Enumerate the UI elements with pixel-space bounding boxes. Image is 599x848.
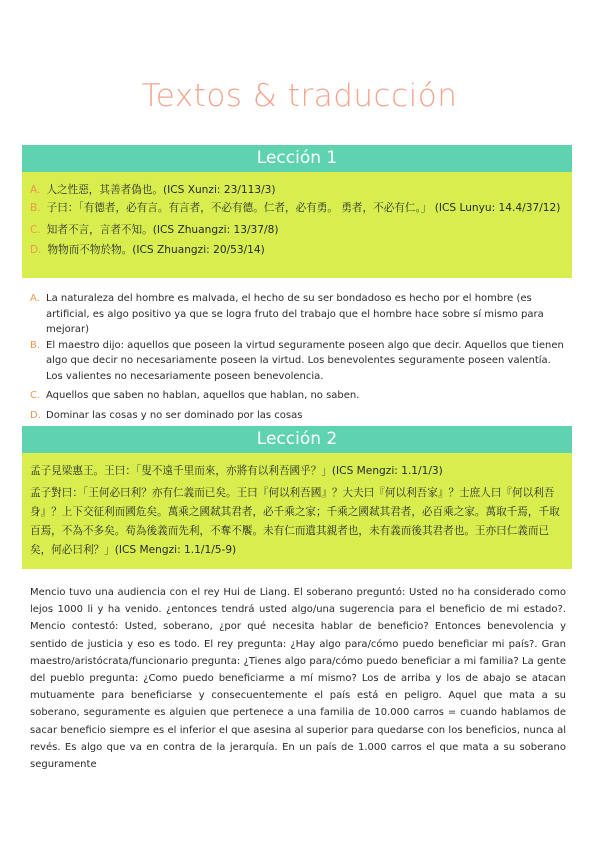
item-letter: A.	[30, 293, 40, 304]
item-letter: A.	[30, 184, 41, 196]
source-text: 知者不言，言者不知。(ICS Zhuangzi: 13/37/8)	[46, 224, 279, 236]
translation-a	[30, 291, 564, 338]
source-c	[30, 220, 564, 240]
translation-d	[30, 408, 564, 424]
translation-text: Dominar las cosas y no ser dominado por las cosas	[46, 409, 303, 421]
translation-text: El maestro dijo: aquellos que poseen la virtud seguramente poseen algo que decir. Aquellos que tienen algo que decir no necesariamente poseen la virtud. Los benevolentes seguramente poseen valentía. Los valientes no necesariamente poseen benevolencia.	[46, 339, 564, 382]
source-text: 物物而不物於物。(ICS Zhuangzi: 20/53/14)	[47, 244, 265, 256]
item-letter: B.	[30, 339, 41, 351]
page-title: Textos & traducción	[141, 78, 458, 114]
source-text: 人之性惡，其善者偽也。(ICS Xunzi: 23/113/3)	[46, 184, 276, 196]
item-letter: C.	[30, 224, 41, 236]
source-b	[30, 200, 564, 217]
source-a	[30, 180, 564, 200]
item-letter: C.	[30, 390, 41, 401]
translation-text: Aquellos que saben no hablan, aquellos que hablan, no saben.	[46, 390, 360, 401]
lesson-1-translations	[22, 291, 572, 423]
translation-b	[30, 338, 564, 385]
item-letter: D.	[30, 244, 42, 256]
lesson-2-translation: Mencio tuvo una audiencia con el rey Hui de Liang. El soberano preguntó: Usted no ha considerado como lejos 1000 li y ha venido. ¿entonces tendrá usted algo/una sugerencia para el beneficio de mi estado?. Mencio contestó: Usted, soberano, ¿por qué necesita hablar de beneficio? Entonces benevolencia y sentido de justicia y eso es todo. El rey pregunta: ¿Hay algo para/cómo puedo beneficiar mi país?. Gran maestro/aristócrata/funcionario pregunta: ¿Tienes algo para/cómo puedo beneficiar a mi familia? La gente del pueblo pregunta: ¿Como puedo beneficiarme a mí mismo? Los de arriba y los de abajo se atacan mutuamente para beneficiarse y consecuentemente el país está en peligro. Aquel que mata a su soberano, seguramente es alguien que pertenece a una familia de 10.000 carros = cuando hablamos de sacar beneficio siempre es el inferior el que asesina al superior para quedarse con los beneficios, nunca al revés. Es algo que va en contra de la jerarquía. En un país de 1.000 carros el que mata a su soberano seguramente	[30, 587, 566, 771]
item-letter: B.	[30, 202, 41, 214]
source-text: 子曰：「有德者，必有言。有言者，不必有德。仁者，必有勇。 勇者，不必有仁。」 (ICS Lunyu: 14.4/37/12)	[46, 202, 561, 214]
translation-text: La naturaleza del hombre es malvada, el hecho de su ser bondadoso es hecho por el hombre (es artificial, es algo positivo ya que se logra fruto del trabajo que el hombre hace sobre sí mismo para mejorar)	[46, 293, 544, 335]
source-paragraph: 孟子對曰：「王何必曰利？亦有仁義而已矣。王曰『何以利吾國』？大夫曰『何以利吾家』？士庶人曰『何以利吾身』？上下交征利而國危矣。萬乘之國弒其君者，必千乘之家；千乘之國弒其君者，必百乘之家。萬取千焉，千取百焉，不為不多矣。苟為後義而先利，不奪不饜。未有仁而遺其親者也，未有義而後其君者也。王亦曰仁義而已矣，何必曰利？」(ICS Mengzi: 1.1/1/5-9)	[30, 487, 560, 556]
lesson-1-header: Lección 1	[22, 145, 572, 172]
source-d	[30, 240, 564, 260]
source-paragraph: 孟子見梁惠王。王曰：「叟不遠千里而來，亦將有以利吾國乎？」(ICS Mengzi: 1.1/1/3)	[30, 465, 443, 477]
translation-c	[30, 388, 564, 404]
lesson-1-source-box	[22, 172, 572, 278]
lesson-2-header: Lección 2	[22, 426, 572, 453]
lesson-2-source-box	[22, 453, 572, 569]
item-letter: D.	[30, 409, 41, 421]
